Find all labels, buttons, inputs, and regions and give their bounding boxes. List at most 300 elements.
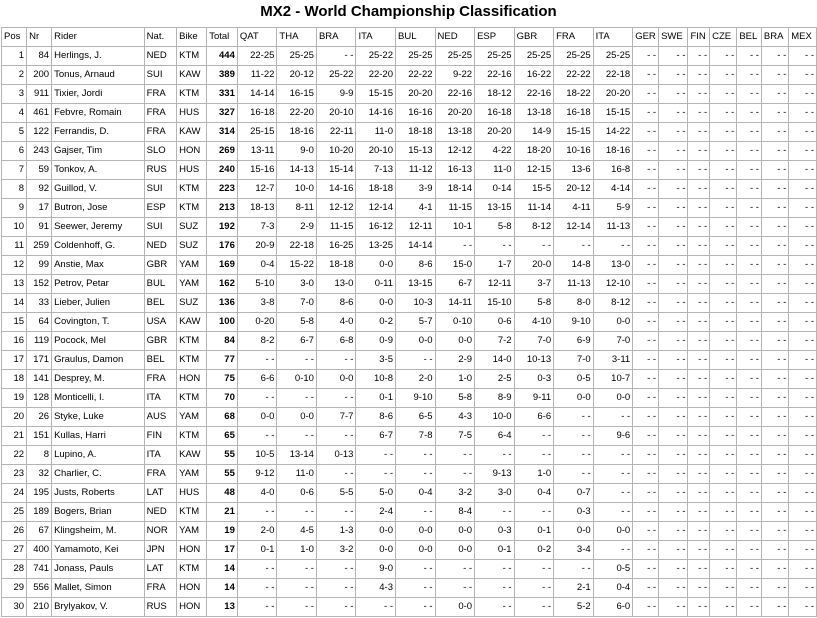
race-score-cell: 0-13 [316, 446, 356, 465]
race-score-cell: 7-0 [593, 332, 633, 351]
pos-cell: 12 [2, 256, 27, 275]
race-score-cell: 4-1 [396, 199, 436, 218]
race-score-cell: - - [737, 47, 762, 66]
race-score-cell: 0-2 [514, 541, 554, 560]
nr-cell: 99 [27, 256, 52, 275]
nr-cell: 128 [27, 389, 52, 408]
column-header-cze-19: CZE [710, 28, 737, 47]
race-score-cell: 3-9 [396, 180, 436, 199]
race-score-cell: 14-9 [514, 123, 554, 142]
race-score-cell: 18-16 [593, 142, 633, 161]
race-score-cell: 14-8 [554, 256, 594, 275]
table-row [2, 66, 817, 85]
race-score-cell: - - [737, 332, 762, 351]
race-score-cell: 4-11 [554, 199, 594, 218]
race-score-cell: - - [789, 522, 817, 541]
race-score-cell: 0-1 [475, 541, 515, 560]
race-score-cell: - - [737, 66, 762, 85]
race-score-cell: 15-5 [514, 180, 554, 199]
race-score-cell: - - [761, 85, 788, 104]
column-header-qat-6: QAT [237, 28, 277, 47]
race-score-cell: - - [688, 47, 710, 66]
bike-cell: HON [177, 598, 207, 617]
race-score-cell: 0-0 [435, 522, 475, 541]
race-score-cell: 1-3 [316, 522, 356, 541]
race-score-cell: - - [659, 256, 688, 275]
column-header-ita-9: ITA [356, 28, 396, 47]
race-score-cell: 1-0 [435, 370, 475, 389]
race-score-cell: - - [789, 579, 817, 598]
pos-cell: 4 [2, 104, 27, 123]
race-score-cell: - - [396, 503, 436, 522]
race-score-cell: - - [593, 446, 633, 465]
race-score-cell: 0-0 [396, 541, 436, 560]
race-score-cell: - - [737, 541, 762, 560]
race-score-cell: - - [514, 503, 554, 522]
race-score-cell: - - [435, 465, 475, 484]
column-header-bul-10: BUL [396, 28, 436, 47]
race-score-cell: - - [659, 332, 688, 351]
pos-cell: 19 [2, 389, 27, 408]
race-score-cell: 25-22 [316, 66, 356, 85]
table-row [2, 427, 817, 446]
race-score-cell: - - [789, 161, 817, 180]
race-score-cell: - - [710, 370, 737, 389]
column-header-ger-16: GER [633, 28, 659, 47]
total-cell: 19 [207, 522, 238, 541]
bike-cell: HON [177, 142, 207, 161]
race-score-cell: 20-20 [396, 85, 436, 104]
race-score-cell: 0-0 [435, 332, 475, 351]
table-row [2, 199, 817, 218]
race-score-cell: - - [737, 351, 762, 370]
race-score-cell: - - [688, 484, 710, 503]
race-score-cell: 0-0 [554, 389, 594, 408]
race-score-cell: 0-3 [475, 522, 515, 541]
race-score-cell: - - [633, 218, 659, 237]
pos-cell: 24 [2, 484, 27, 503]
race-score-cell: 20-9 [237, 237, 277, 256]
race-score-cell: - - [688, 579, 710, 598]
race-score-cell: - - [316, 389, 356, 408]
race-score-cell: - - [789, 180, 817, 199]
race-score-cell: 22-11 [316, 123, 356, 142]
race-score-cell: - - [761, 275, 788, 294]
race-score-cell: 5-2 [554, 598, 594, 617]
nr-cell: 151 [27, 427, 52, 446]
rider-cell: Styke, Luke [52, 408, 145, 427]
race-score-cell: - - [789, 351, 817, 370]
race-score-cell: 0-10 [435, 313, 475, 332]
table-row [2, 370, 817, 389]
race-score-cell: 0-0 [316, 370, 356, 389]
total-cell: 14 [207, 560, 238, 579]
column-header-fra-14: FRA [554, 28, 594, 47]
nr-cell: 400 [27, 541, 52, 560]
race-score-cell: 0-0 [356, 294, 396, 313]
total-cell: 13 [207, 598, 238, 617]
pos-cell: 2 [2, 66, 27, 85]
race-score-cell: 25-25 [277, 47, 317, 66]
race-score-cell: - - [316, 351, 356, 370]
race-score-cell: - - [789, 427, 817, 446]
race-score-cell: 18-16 [277, 123, 317, 142]
race-score-cell: 10-8 [356, 370, 396, 389]
race-score-cell: 6-7 [435, 275, 475, 294]
race-score-cell: - - [789, 142, 817, 161]
race-score-cell: - - [633, 579, 659, 598]
rider-cell: Charlier, C. [52, 465, 145, 484]
race-score-cell: - - [789, 256, 817, 275]
nat-cell: FRA [144, 579, 176, 598]
race-score-cell: - - [737, 598, 762, 617]
rider-cell: Tixier, Jordi [52, 85, 145, 104]
race-score-cell: - - [688, 66, 710, 85]
race-score-cell: - - [435, 579, 475, 598]
race-score-cell: 7-0 [554, 351, 594, 370]
nr-cell: 195 [27, 484, 52, 503]
race-score-cell: - - [737, 503, 762, 522]
nat-cell: NED [144, 503, 176, 522]
nr-cell: 259 [27, 237, 52, 256]
nat-cell: NOR [144, 522, 176, 541]
race-score-cell: - - [396, 560, 436, 579]
race-score-cell: - - [737, 199, 762, 218]
nr-cell: 26 [27, 408, 52, 427]
race-score-cell: 14-14 [396, 237, 436, 256]
nr-cell: 84 [27, 47, 52, 66]
race-score-cell: 0-4 [396, 484, 436, 503]
race-score-cell: - - [277, 351, 317, 370]
nat-cell: FRA [144, 370, 176, 389]
race-score-cell: - - [688, 180, 710, 199]
pos-cell: 3 [2, 85, 27, 104]
race-score-cell: - - [688, 275, 710, 294]
pos-cell: 27 [2, 541, 27, 560]
race-score-cell: - - [633, 446, 659, 465]
rider-cell: Seewer, Jeremy [52, 218, 145, 237]
race-score-cell: 0-7 [554, 484, 594, 503]
race-score-cell: - - [316, 503, 356, 522]
race-score-cell: 4-0 [316, 313, 356, 332]
race-score-cell: 0-0 [356, 522, 396, 541]
race-score-cell: 5-0 [356, 484, 396, 503]
race-score-cell: - - [789, 598, 817, 617]
race-score-cell: 4-22 [475, 142, 515, 161]
nat-cell: FIN [144, 427, 176, 446]
race-score-cell: 9-10 [396, 389, 436, 408]
race-score-cell: - - [761, 218, 788, 237]
race-score-cell: - - [710, 389, 737, 408]
race-score-cell: 9-6 [593, 427, 633, 446]
race-score-cell: 22-18 [593, 66, 633, 85]
race-score-cell: - - [761, 180, 788, 199]
race-score-cell: - - [737, 389, 762, 408]
race-score-cell: - - [737, 142, 762, 161]
race-score-cell: - - [737, 313, 762, 332]
race-score-cell: - - [633, 161, 659, 180]
race-score-cell: 22-22 [396, 66, 436, 85]
race-score-cell: 7-3 [237, 218, 277, 237]
race-score-cell: - - [316, 560, 356, 579]
race-score-cell: 13-0 [593, 256, 633, 275]
bike-cell: YAM [177, 275, 207, 294]
nat-cell: GBR [144, 256, 176, 275]
race-score-cell: - - [737, 161, 762, 180]
race-score-cell: - - [688, 522, 710, 541]
race-score-cell: - - [659, 142, 688, 161]
race-score-cell: 3-5 [356, 351, 396, 370]
race-score-cell: - - [737, 522, 762, 541]
race-score-cell: - - [554, 446, 594, 465]
total-cell: 327 [207, 104, 238, 123]
nat-cell: LAT [144, 560, 176, 579]
rider-cell: Gajser, Tim [52, 142, 145, 161]
race-score-cell: 22-22 [554, 66, 594, 85]
race-score-cell: - - [737, 427, 762, 446]
race-score-cell: 2-0 [237, 522, 277, 541]
race-score-cell: 1-0 [514, 465, 554, 484]
race-score-cell: - - [633, 275, 659, 294]
nat-cell: GBR [144, 332, 176, 351]
race-score-cell: - - [396, 579, 436, 598]
race-score-cell: - - [277, 427, 317, 446]
race-score-cell: 16-15 [277, 85, 317, 104]
race-score-cell: 10-3 [396, 294, 436, 313]
race-score-cell: - - [554, 427, 594, 446]
race-score-cell: - - [761, 408, 788, 427]
race-score-cell: 6-6 [237, 370, 277, 389]
pos-cell: 22 [2, 446, 27, 465]
race-score-cell: 22-16 [435, 85, 475, 104]
race-score-cell: - - [710, 123, 737, 142]
race-score-cell: 11-13 [554, 275, 594, 294]
nr-cell: 92 [27, 180, 52, 199]
race-score-cell: - - [761, 237, 788, 256]
bike-cell: KTM [177, 389, 207, 408]
race-score-cell: - - [514, 598, 554, 617]
column-header-bel-20: BEL [737, 28, 762, 47]
race-score-cell: 0-5 [554, 370, 594, 389]
race-score-cell: 9-0 [356, 560, 396, 579]
race-score-cell: 20-12 [554, 180, 594, 199]
race-score-cell: - - [789, 104, 817, 123]
race-score-cell: 9-0 [277, 142, 317, 161]
race-score-cell: - - [659, 180, 688, 199]
race-score-cell: - - [396, 446, 436, 465]
race-score-cell: 25-22 [356, 47, 396, 66]
column-header-bra-21: BRA [761, 28, 788, 47]
race-score-cell: 9-11 [514, 389, 554, 408]
race-score-cell: 13-15 [475, 199, 515, 218]
race-score-cell: 20-10 [316, 104, 356, 123]
table-row [2, 446, 817, 465]
bike-cell: KTM [177, 85, 207, 104]
race-score-cell: - - [737, 465, 762, 484]
race-score-cell: - - [633, 332, 659, 351]
column-header-pos-0: Pos [2, 28, 27, 47]
race-score-cell: 0-0 [593, 389, 633, 408]
race-score-cell: - - [659, 522, 688, 541]
nat-cell: FRA [144, 465, 176, 484]
race-score-cell: 5-8 [475, 218, 515, 237]
race-score-cell: - - [593, 465, 633, 484]
race-score-cell: 25-25 [554, 47, 594, 66]
race-score-cell: 9-9 [316, 85, 356, 104]
race-score-cell: 0-0 [435, 598, 475, 617]
nat-cell: NED [144, 47, 176, 66]
race-score-cell: - - [237, 598, 277, 617]
race-score-cell: - - [710, 484, 737, 503]
column-header-rider-2: Rider [52, 28, 145, 47]
race-score-cell: - - [710, 427, 737, 446]
table-row [2, 104, 817, 123]
bike-cell: KTM [177, 47, 207, 66]
race-score-cell: - - [659, 427, 688, 446]
race-score-cell: - - [688, 332, 710, 351]
race-score-cell: - - [633, 465, 659, 484]
race-score-cell: - - [789, 218, 817, 237]
race-score-cell: - - [761, 598, 788, 617]
race-score-cell: - - [761, 370, 788, 389]
race-score-cell: 13-18 [435, 123, 475, 142]
race-score-cell: 15-16 [237, 161, 277, 180]
race-score-cell: - - [396, 351, 436, 370]
race-score-cell: - - [237, 351, 277, 370]
race-score-cell: - - [277, 560, 317, 579]
pos-cell: 8 [2, 180, 27, 199]
total-cell: 331 [207, 85, 238, 104]
race-score-cell: 0-1 [356, 389, 396, 408]
rider-cell: Lupino, A. [52, 446, 145, 465]
race-score-cell: - - [688, 123, 710, 142]
race-score-cell: 0-6 [475, 313, 515, 332]
race-score-cell: - - [789, 47, 817, 66]
race-score-cell: - - [710, 275, 737, 294]
table-row [2, 560, 817, 579]
race-score-cell: - - [554, 560, 594, 579]
race-score-cell: - - [514, 579, 554, 598]
nat-cell: RUS [144, 161, 176, 180]
pos-cell: 11 [2, 237, 27, 256]
race-score-cell: - - [761, 313, 788, 332]
race-score-cell: - - [659, 294, 688, 313]
race-score-cell: 9-22 [435, 66, 475, 85]
race-score-cell: 11-0 [356, 123, 396, 142]
bike-cell: HON [177, 370, 207, 389]
race-score-cell: - - [316, 465, 356, 484]
rider-cell: Pocock, Mel [52, 332, 145, 351]
race-score-cell: - - [633, 370, 659, 389]
race-score-cell: - - [688, 389, 710, 408]
race-score-cell: - - [737, 256, 762, 275]
nr-cell: 59 [27, 161, 52, 180]
pos-cell: 9 [2, 199, 27, 218]
race-score-cell: 15-10 [475, 294, 515, 313]
race-score-cell: - - [316, 579, 356, 598]
bike-cell: HUS [177, 484, 207, 503]
race-score-cell: - - [789, 446, 817, 465]
rider-cell: Febvre, Romain [52, 104, 145, 123]
total-cell: 100 [207, 313, 238, 332]
race-score-cell: 4-10 [514, 313, 554, 332]
total-cell: 223 [207, 180, 238, 199]
race-score-cell: - - [659, 123, 688, 142]
race-score-cell: 2-5 [475, 370, 515, 389]
race-score-cell: 20-20 [435, 104, 475, 123]
race-score-cell: - - [688, 199, 710, 218]
race-score-cell: 0-0 [356, 256, 396, 275]
race-score-cell: - - [761, 123, 788, 142]
race-score-cell: 0-0 [277, 408, 317, 427]
nr-cell: 189 [27, 503, 52, 522]
race-score-cell: 0-9 [356, 332, 396, 351]
race-score-cell: 18-12 [475, 85, 515, 104]
race-score-cell: 0-4 [514, 484, 554, 503]
race-score-cell: 7-7 [316, 408, 356, 427]
race-score-cell: - - [688, 370, 710, 389]
race-score-cell: 3-0 [277, 275, 317, 294]
race-score-cell: 2-9 [277, 218, 317, 237]
total-cell: 240 [207, 161, 238, 180]
race-score-cell: - - [710, 161, 737, 180]
race-score-cell: - - [710, 579, 737, 598]
race-score-cell: 12-11 [475, 275, 515, 294]
race-score-cell: - - [710, 503, 737, 522]
race-score-cell: 25-25 [475, 47, 515, 66]
race-score-cell: - - [789, 313, 817, 332]
nat-cell: AUS [144, 408, 176, 427]
race-score-cell: - - [237, 389, 277, 408]
race-score-cell: - - [659, 370, 688, 389]
race-score-cell: 18-22 [554, 85, 594, 104]
race-score-cell: 16-8 [593, 161, 633, 180]
rider-cell: Mallet, Simon [52, 579, 145, 598]
race-score-cell: 3-2 [316, 541, 356, 560]
table-row [2, 142, 817, 161]
race-score-cell: 7-0 [277, 294, 317, 313]
race-score-cell: 14-16 [356, 104, 396, 123]
race-score-cell: 16-16 [396, 104, 436, 123]
classification-table [1, 27, 817, 617]
race-score-cell: 4-0 [237, 484, 277, 503]
race-score-cell: - - [514, 446, 554, 465]
pos-cell: 25 [2, 503, 27, 522]
bike-cell: KAW [177, 123, 207, 142]
nat-cell: BUL [144, 275, 176, 294]
race-score-cell: - - [761, 294, 788, 313]
total-cell: 314 [207, 123, 238, 142]
table-row [2, 256, 817, 275]
nat-cell: SUI [144, 180, 176, 199]
race-score-cell: - - [237, 427, 277, 446]
race-score-cell: - - [737, 123, 762, 142]
race-score-cell: - - [633, 389, 659, 408]
table-row [2, 237, 817, 256]
race-score-cell: - - [633, 104, 659, 123]
race-score-cell: 16-18 [475, 104, 515, 123]
column-header-gbr-13: GBR [514, 28, 554, 47]
race-score-cell: 11-15 [435, 199, 475, 218]
race-score-cell: 10-7 [593, 370, 633, 389]
total-cell: 65 [207, 427, 238, 446]
race-score-cell: - - [737, 104, 762, 123]
race-score-cell: 6-8 [316, 332, 356, 351]
race-score-cell: 0-11 [356, 275, 396, 294]
race-score-cell: 15-15 [554, 123, 594, 142]
race-score-cell: 16-22 [514, 66, 554, 85]
race-score-cell: 5-8 [277, 313, 317, 332]
